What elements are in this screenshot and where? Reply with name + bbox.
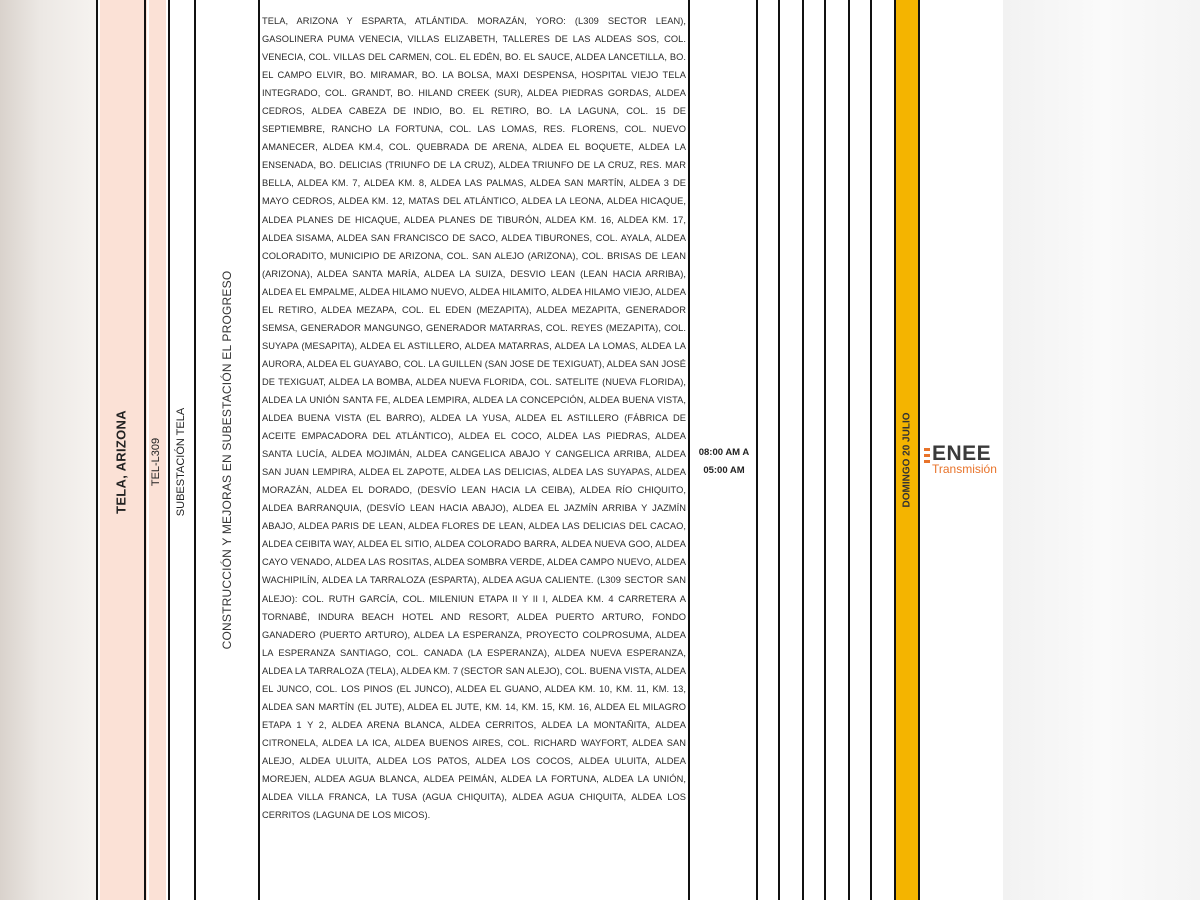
outage-schedule-table [96, 0, 1003, 900]
substation-label: SUBESTACIÓN TELA [175, 407, 187, 517]
column-divider [824, 0, 826, 900]
column-divider [144, 0, 146, 900]
column-divider [258, 0, 260, 900]
enee-logo [922, 440, 1003, 480]
column-divider [688, 0, 690, 900]
column-divider [756, 0, 758, 900]
column-divider [870, 0, 872, 900]
column-divider [918, 0, 920, 900]
outage-date: DOMINGO 20 JULIO [901, 412, 913, 508]
column-divider [168, 0, 170, 900]
column-divider [848, 0, 850, 900]
column-divider [894, 0, 896, 900]
location-label: TELA, ARIZONA [113, 410, 129, 514]
enee-logo-mark-icon [924, 448, 930, 464]
column-divider [802, 0, 804, 900]
work-description: CONSTRUCCIÓN Y MEJORAS EN SUBESTACIÓN EL PROGRESO [220, 270, 234, 650]
table-border-left [96, 0, 98, 900]
time-start: 08:00 AM A [698, 447, 750, 458]
outage-time [694, 444, 754, 480]
logo-name: ENEE [932, 442, 992, 465]
column-divider [194, 0, 196, 900]
circuit-label: TEL-L309 [150, 437, 162, 487]
logo-subtitle: Transmisión [932, 462, 997, 476]
time-end: 05:00 AM [703, 465, 745, 476]
affected-sectors-text: TELA, ARIZONA Y ESPARTA, ATLÁNTIDA. MORAZÁN, YORO: (L309 SECTOR LEAN), GASOLINERA PUMA VENECIA, VILLAS ELIZABETH, TALLERES DE LAS ALDEAS SOS, COL. VENECIA, COL. VILLAS DEL CARMEN, COL. EL EDÉN, BO. EL SAUCE, ALDEA LANCETILLA, BO. EL CAMPO ELVIR, BO. MIRAMAR, BO. LA BOLSA, MAXI DESPENSA, HOSPITAL VIEJO TELA INTEGRADO, COL. GRANDT, BO. HILAND CREEK (SUR), ALDEA PIEDRAS GORDAS, ALDEA CEDROS, ALDEA CABEZA DE INDIO, BO. EL RETIRO, BO. LA LAGUNA, COL. 15 DE SEPTIEMBRE, RANCHO LA FORTUNA, COL. LAS LOMAS, RES. FLORENS, COL. NUEVO AMANECER, ALDEA KM.4, COL. QUEBRADA DE ARENA, ALDEA EL BOQUETE, ALDEA LA ENSENADA, BO. DELICIAS (TRIUNFO DE LA CRUZ), ALDEA TRIUNFO DE LA CRUZ, RES. MAR BELLA, ALDEA KM. 7, ALDEA KM. 8, ALDEA LAS PALMAS, ALDEA SAN MARTÍN, ALDEA 3 DE MAYO CEDROS, ALDEA KM. 12, MATAS DEL ATLÁNTICO, ALDEA LA LEONA, ALDEA HICAQUE, ALDEA PLANES DE HICAQUE, ALDEA PLANES DE TIBURÓN, ALDEA KM. 16, ALDEA KM. 17, ALDEA SISAMA, ALDEA SAN FRANCISCO DE SACO, ALDEA TIBURONES, COL. AYALA, ALDEA COLORADITO, MUNICIPIO DE ARIZONA, COL. SAN ALEJO (ARIZONA), COL. BRISAS DE LEAN (ARIZONA), ALDEA SANTA MARÍA, ALDEA LA SUIZA, DESVIO LEAN (LEAN HACIA ARRIBA), ALDEA EL EMPALME, ALDEA HILAMO NUEVO, ALDEA HILAMITO, ALDEA HILAMO VIEJO, ALDEA EL RETIRO, ALDEA MEZAPA, COL. EL EDEN (MEZAPITA), ALDEA MEZAPITA, GENERADOR SEMSA, GENERADOR MANGUNGO, GENERADOR MATARRAS, COL. REYES (MEZAPITA), COL. SUYAPA (MESAPITA), ALDEA EL ASTILLERO, ALDEA MATARRAS, ALDEA LA LOMAS, ALDEA LA AURORA, ALDEA EL GUAYABO, COL. LA GUILLEN (SAN JOSE DE TEXIGUAT), ALDEA SAN JOSÉ DE TEXIGUAT, ALDEA LA BOMBA, ALDEA NUEVA FLORIDA, COL. SATELITE (NUEVA FLORIDA), ALDEA LA UNIÓN SANTA FE, ALDEA LEMPIRA, ALDEA LA CONCEPCIÓN, ALDEA BUENA VISTA, ALDEA BUENA VISTA (EL BARRO), ALDEA LA YUSA, ALDEA EL ASTILLERO (FÁBRICA DE ACEITE EMPACADORA DEL ATLÁNTICO), ALDEA EL COCO, ALDEA LAS PIEDRAS, ALDEA SANTA LUCÍA, ALDEA MOJIMÁN, ALDEA CANGELICA ABAJO Y CANGELICA ARRIBA, ALDEA SAN JUAN LEMPIRA, ALDEA EL ZAPOTE, ALDEA LAS DELICIAS, ALDEA LAS SUYAPAS, ALDEA MORAZÁN, ALDEA EL DORADO, (DESVÍO LEAN HACIA LA CEIBA), ALDEA RÍO CHIQUITO, ALDEA BARRANQUIA, (DESVÍO LEAN HACIA ABAJO), ALDEA EL JAZMÍN ARRIBA Y JAZMÍN ABAJO, ALDEA PARIS DE LEAN, ALDEA FLORES DE LEAN, ALDEA LAS DELICIAS DEL CACAO, ALDEA CEIBITA WAY, ALDEA EL SITIO, ALDEA COLORADO BARRA, ALDEA NUEVA GOO, ALDEA CAYO VENADO, ALDEA LAS ROSITAS, ALDEA SOMBRA VERDE, ALDEA CAMPO NUEVO, ALDEA WACHIPILÍN, ALDEA LA TARRALOZA (ESPARTA), ALDEA AGUA CALIENTE. (L309 SECTOR SAN ALEJO): COL. RUTH GARCÍA, COL. MILENIUN ETAPA II Y II I, ALDEA KM. 4 CARRETERA A TORNABÉ, INDURA BEACH HOTEL AND RESORT, ALDEA PUERTO ARTURO, FONDO GANADERO (PUERTO ARTURO), ALDEA LA ESPERANZA, PROYECTO COLPROSUMA, ALDEA LA ESPERANZA SANTIAGO, COL. CANADA (LA ESPERANZA), ALDEA NUEVA ESPERANZA, ALDEA LA TARRALOZA (TELA), ALDEA KM. 7 (SECTOR SAN ALEJO), COL. BUENA VISTA, ALDEA EL JUNCO, COL. LOS PINOS (EL JUNCO), ALDEA EL GUANO, ALDEA KM. 10, KM. 11, KM. 13, ALDEA SAN MARTÍN (EL JUTE), ALDEA EL JUTE, KM. 14, KM. 15, KM. 16, ALDEA EL MILAGRO ETAPA 1 Y 2, ALDEA ARENA BLANCA, ALDEA CERRITOS, ALDEA LA MONTAÑITA, ALDEA CITRONELA, ALDEA LA ICA, ALDEA BUENOS AIRES, COL. RICHARD WAYFORT, ALDEA SAN ALEJO, ALDEA ULUITA, ALDEA LOS PATOS, ALDEA LOS COCOS, ALDEA ULUITA, ALDEA MOREJEN, ALDEA AGUA BLANCA, ALDEA PEIMÁN, ALDEA LA FORTUNA, ALDEA LA UNIÓN, ALDEA VILLA FRANCA, LA TUSA (AGUA CHIQUITA), ALDEA AGUA CHIQUITA, ALDEA LOS CERRITOS (LAGUNA DE LOS MICOS). [262, 16, 686, 821]
column-divider [778, 0, 780, 900]
